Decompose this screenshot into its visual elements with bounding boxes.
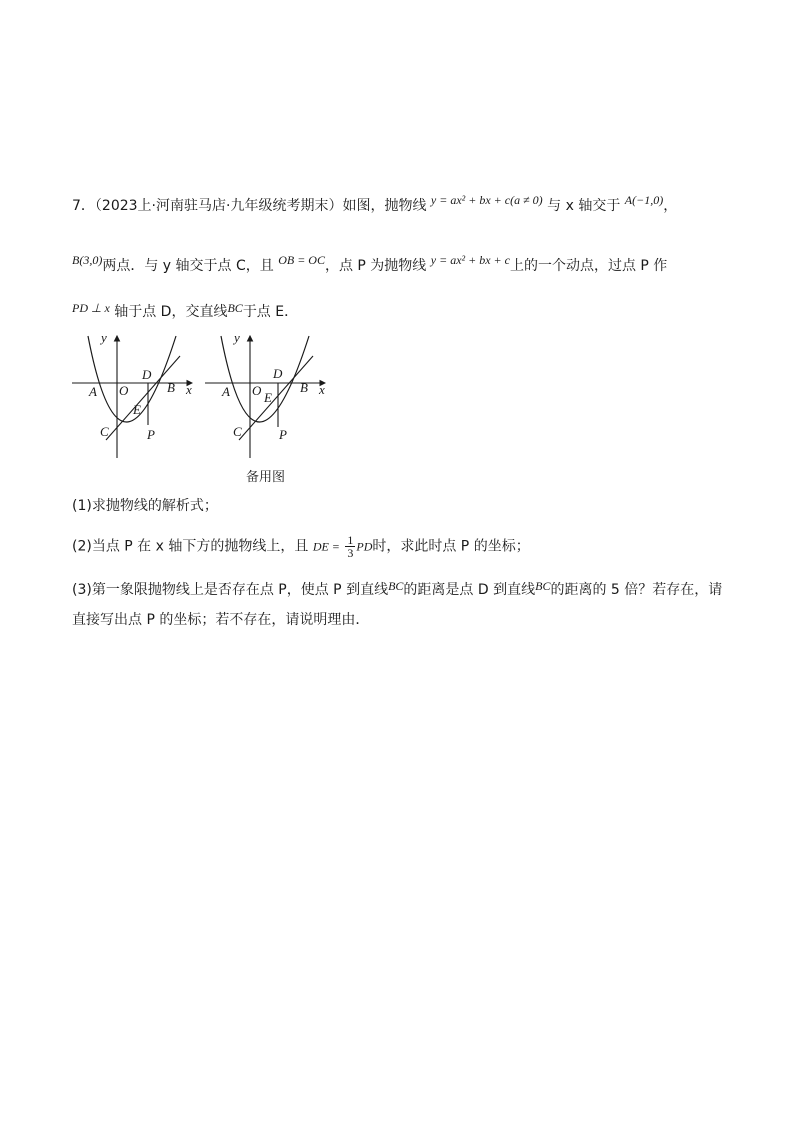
label-c: C [100,424,109,439]
label-e: E [133,402,141,417]
label-x: x [186,382,192,397]
line-bc: BC [388,579,404,593]
label-y: y [234,330,240,345]
question-1: (1)求抛物线的解析式； [72,498,218,514]
problem-text: 与 x 轴交于 [547,198,621,214]
fraction-denominator: 3 [347,546,354,560]
label-p: P [147,427,155,442]
parabola-figure-spare [201,328,331,463]
problem-source: （2023上·河南驻马店·九年级统考期末） [94,198,343,214]
punctuation: ， [663,198,678,214]
line-bc: BC [227,301,243,315]
problem-text: 如图，抛物线 [342,198,427,214]
point-a-coord: A(−1,0) [624,193,664,207]
figure-caption: 备用图 [246,470,286,485]
question-3-text: (3)第一象限抛物线上是否存在点 P，使点 P 到直线 [72,582,389,598]
label-o: O [119,383,129,398]
label-c: C [233,424,242,439]
problem-text: 两点．与 y 轴交于点 C，且 [102,258,274,274]
parabola-equation: y = ax² + bx + c(a ≠ 0) [430,193,543,207]
problem-line-2 [72,253,668,276]
label-b: B [167,380,175,395]
question-2-text: (2)当点 P 在 x 轴下方的抛物线上，且 [72,538,309,555]
label-a: A [89,384,97,399]
problem-line-3 [72,302,298,322]
problem-line-1 [72,193,678,216]
question-3 [72,580,722,600]
label-d: D [273,366,283,381]
problem-text: ，点 P 为抛物线 [324,258,427,274]
label-x: x [319,382,325,397]
parabola-curve [221,336,309,422]
label-a: A [222,384,230,399]
pd-term: PD [356,539,373,554]
parabola-figure-main [68,328,198,463]
problem-text: 上的一个动点，过点 P 作 [509,258,668,274]
pd-perp-equation: PD ⊥ x [72,301,110,315]
parabola-equation-2: y = ax² + bx + c [430,253,510,267]
fraction-one-third [345,534,355,559]
problem-number: 7． [72,198,95,214]
label-e: E [264,390,272,405]
problem-text: 轴于点 D，交直线 [114,304,228,320]
question-2 [72,534,530,559]
label-y: y [101,330,107,345]
problem-text: 于点 E． [242,304,299,320]
label-p: P [279,427,287,442]
question-3-text: 的距离的 5 倍？若存在，请 [550,582,723,598]
ob-oc-equation: OB = OC [278,253,325,267]
label-b: B [300,380,308,395]
line-bc: BC [535,579,551,593]
parabola-curve [88,336,176,422]
de-equation: DE = [312,539,340,554]
label-o: O [252,383,262,398]
fraction-numerator: 1 [347,533,354,547]
question-3-line-2: 直接写出点 P 的坐标；若不存在，请说明理由． [72,612,370,628]
question-2-text: 时，求此时点 P 的坐标； [372,538,530,555]
point-b-coord: B(3,0) [72,253,103,267]
question-3-text: 的距离是点 D 到直线 [403,582,536,598]
label-d: D [142,367,152,382]
